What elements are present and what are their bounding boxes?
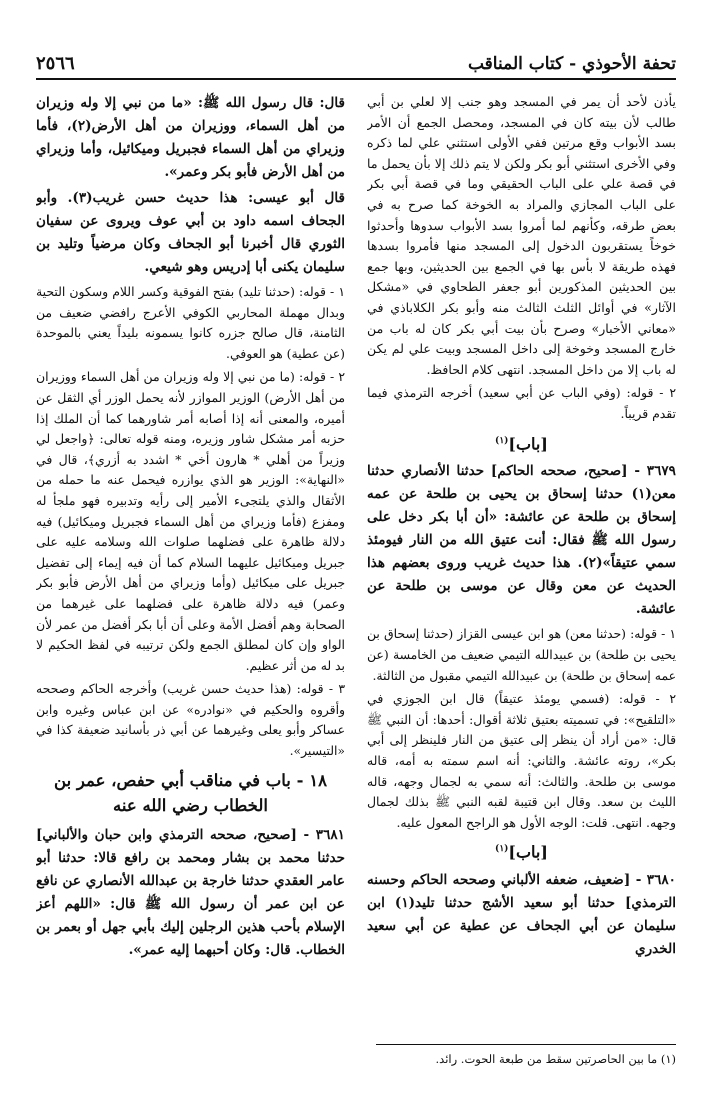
bab-heading-footnote-mark: (١)	[495, 844, 509, 855]
chapter-title: ١٨ - باب في مناقب أبي حفص، عمر بن الخطاب رضي الله عنه	[54, 770, 327, 815]
commentary-paragraph: يأذن لأحد أن يمر في المسجد وهو جنب إلا لعلي بن أبي طالب لأن بيته كان في المسجد، ومحصل الجمع أن الأمر بسد الأبواب وقع مرتين ففي الأولى استثني علي لما ذكره وفي الأخرى استثني أبو بكر ولكن لا يتم ذلك إلا بأن يحمل ما في قصة علي على الباب الحقيقي وما في قصة أبي بكر على الباب المجازي والمراد به الخوخة كما صرح به في بعض طرقه، وكأنهم لما أمروا بسد الأبواب سدوها وأحدثوا خوخاً يستقربون الدخول إلى المسجد منها فأمروا بسدها فهذه طريقة لا بأس بها في الجمع بين الحديثين، وبها جمع بين الحديثين المذكورين أبو جعفر الطحاوي في «مشكل الآثار» في أوائل الثلث الثالث منه وأبو بكر الكلاباذي في «معاني الأخبار» وصرح بأن بيت أبي بكر كان له باب من خارج المسجد وخوخة إلى داخل المسجد وبيت علي لم يكن له باب إلا من داخل المسجد. انتهى كلام الحافظ.	[367, 94, 676, 377]
page-header	[36, 44, 676, 80]
left-column	[36, 92, 345, 1022]
bab-heading-text: [باب]	[508, 433, 548, 453]
note-3680-3: ٣ - قوله: (هذا حديث حسن غريب) وأخرجه الحاكم وصححه وأقروه والحكيم في «نوادره» عن ابن عباس وغيره وابن عساكر وأبو يعلى وغيرهما عن أبي ذر بأسانيد ضعيفة كذا في «التيسير».	[36, 681, 345, 759]
right-column	[367, 92, 676, 1022]
commentary-note: ٢ - قوله: (وفي الباب عن أبي سعيد) أخرجه الترمذي فيما تقدم قريباً.	[367, 385, 676, 421]
bab-heading-text: [باب]	[508, 842, 548, 862]
footnote-divider	[376, 1044, 676, 1045]
page-number: ٢٥٦٦	[36, 53, 75, 74]
bab-heading	[367, 839, 676, 863]
note-3679-1: ١ - قوله: (حدثنا معن) هو ابن عيسى القزاز (حدثنا إسحاق بن يحيى بن طلحة) بن عبيدالله التيمي ضعيف من الخامسة (عن عمه إسحاق بن طلحة) بن عبيدالله التيمي مقبول من الثالثة.	[367, 626, 676, 683]
hadith-3679: ٣٦٧٩ - [صحيح، صححه الحاكم] حدثنا الأنصاري حدثنا معن(١) حدثنا إسحاق بن يحيى بن طلحة عن عمه إسحاق بن طلحة عن عائشة: «أن أبا بكر دخل على رسول الله ﷺ فقال: أنت عتيق الله من النار فيومئذ سمي عتيقاً»(٢). هذا حديث غريب وروى بعضهم هذا الحديث عن معن وقال عن موسى بن طلحة عن عائشة.	[367, 463, 676, 618]
hadith-3680-continued: قال: قال رسول الله ﷺ: «ما من نبي إلا وله وزيران من أهل السماء، ووزيران من أهل الأرض(٢)، فأما وزيراي من أهل السماء فجبريل وميكائيل، وأما وزيراي من أهل الأرض فأبو بكر وعمر».	[36, 95, 345, 180]
bab-heading	[367, 431, 676, 455]
hadith-3681: ٣٦٨١ - [صحيح، صححه الترمذي وابن حبان والألباني] حدثنا محمد بن بشار ومحمد بن رافع قالا: حدثنا أبو عامر العقدي حدثنا خارجة بن عبدالله الأنصاري عن نافع عن ابن عمر أن رسول الله ﷺ قال: «اللهم أعز الإسلام بأحب هذين الرجلين إليك بأبي جهل أو بعمر بن الخطاب. قال: وكان أحبهما إليه عمر».	[36, 826, 345, 958]
page-footnote: (١) ما بين الحاصرتين سقط من طبعة الحوت. رائد.	[435, 1052, 676, 1066]
note-3679-2: ٢ - قوله: (فسمي يومئذ عتيقاً) قال ابن الجوزي في «التلقيح»: في تسميته بعتيق ثلاثة أقوال: أحدها: أن النبي ﷺ قال: «من أراد أن ينظر إلى عتيق من النار فلينظر إلى أبي بكر»، روته عائشة. والثاني: أنه اسم سمته به أمه، قاله موسى بن طلحة. والثالث: أنه سمي به لجمال وجهه، قاله الليث بن سعد. وقال ابن قتيبة لقبه النبي ﷺ بذلك لجمال وجهه. انتهى. قلت: الوجه الأول هو الراجح المعول عليه.	[367, 691, 676, 830]
text-columns	[36, 92, 676, 1022]
note-3680-1: ١ - قوله: (حدثنا تليد) بفتح الفوقية وكسر اللام وسكون التحية وبدال مهملة المحاربي الكوفي الأعرج رافضي ضعيف من الثامنة، قال صالح جزره كانوا يسمونه بليداً يعني بالموحدة (عن عطية) هو العوفي.	[36, 284, 345, 361]
hadith-3680: ٣٦٨٠ - [ضعيف، ضعفه الألباني وصححه الحاكم وحسنه الترمذي] حدثنا أبو سعيد الأشج حدثنا تليد(١) ابن سليمان عن أبي الجحاف عن عطية عن أبي سعيد الخدري	[367, 872, 676, 958]
bab-heading-footnote-mark: (١)	[495, 435, 509, 446]
hadith-3680-grading: قال أبو عيسى: هذا حديث حسن غريب(٣). وأبو الجحاف اسمه داود بن أبي عوف ويروى عن سفيان الثوري قال أخبرنا أبو الجحاف وكان مرضياً وتليد بن سليمان يكنى أبا إدريس وهو شيعي.	[36, 190, 345, 275]
running-head: تحفة الأحوذي - كتاب المناقب	[467, 54, 676, 74]
note-3680-2: ٢ - قوله: (ما من نبي إلا وله وزيران من أهل السماء ووزيران من أهل الأرض) الوزير الموازر لأنه يحمل الوزر أي الثقل عن أميره، والمعنى أنه إذا أصابه أمر شاورهما كما أن الملك إذا حزبه أمر مشكل شاور وزيره، ومنه قوله تعالى: ﴿واجعل لي وزيراً من أهلي * هارون أخي * اشدد به أزري﴾، قال في «النهاية»: الوزير هو الذي يوازره فيحمل عنه ما حمله من الأثقال والذي يلتجىء الأمير إلى رأيه وتدبيره فهو ملجأ له ومفزع (فأما وزيراي من أهل السماء فجبريل وميكائيل) فيه دلالة ظاهرة على فضلهما صلوات الله وسلامه عليه على جبريل وميكائيل عليهما السلام كما أن فيه إيماء إلى تفضيل جبريل على ميكائيل (وأما وزيراي من أهل الأرض فأبو بكر وعمر) فيه دلالة ظاهرة على فضلهما على غيرهما من الصحابة وهم أفضل الأمة وعلى أن أبا بكر أفضل من عمر لأن الواو وإن كان لمطلق الجمع ولكن ترتيبه في لفظ الحكيم لا بد له من أثر عظيم.	[36, 369, 345, 673]
